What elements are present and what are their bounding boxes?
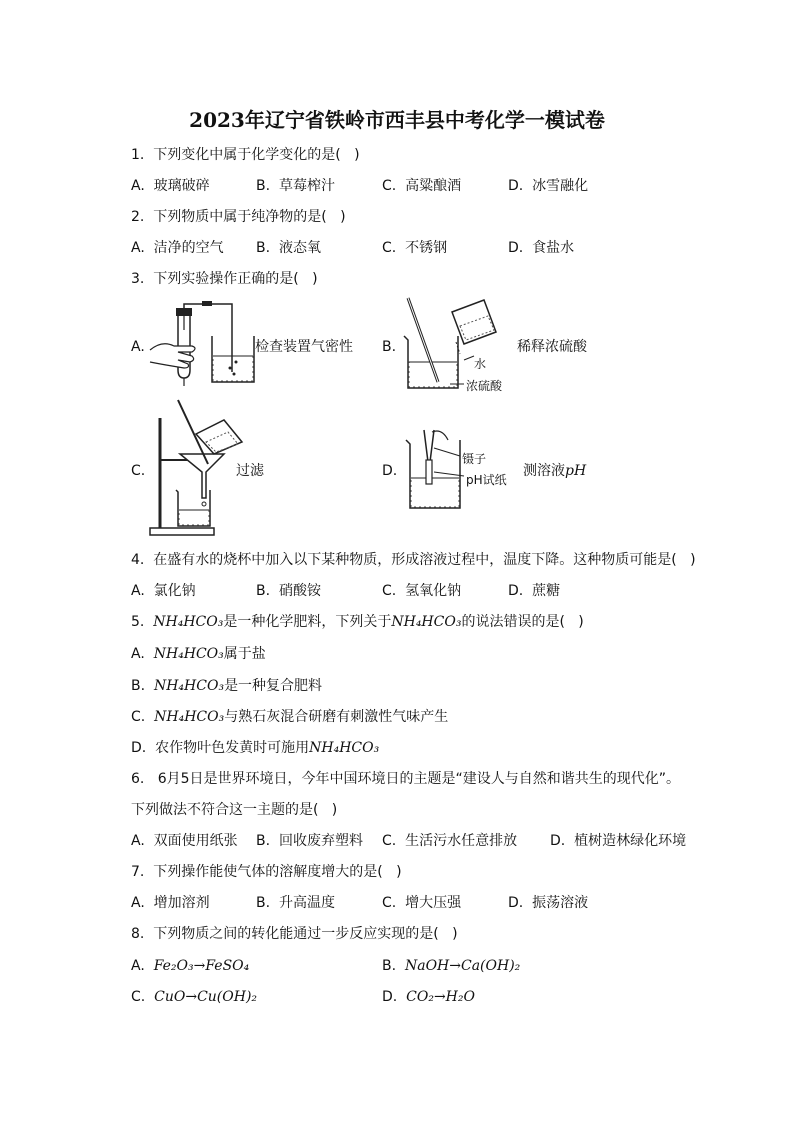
q3-option-b-caption: 稀释浓硫酸 (517, 339, 587, 355)
question-7-stem: 7. 下列操作能使气体的溶解度增大的是( ) (131, 864, 402, 880)
q1-option-b: B. 草莓榨汁 (256, 178, 335, 194)
q1-option-c: C. 高粱酿酒 (382, 178, 462, 194)
exam-title: 2023年辽宁省铁岭市西丰县中考化学一模试卷 (189, 108, 605, 132)
q2-option-d: D. 食盐水 (508, 240, 575, 256)
tweezers-label: 镊子 (462, 452, 487, 466)
q3-option-d-letter: D. (382, 463, 398, 479)
q8-option-a: A. Fe₂O₃→FeSO₄ (131, 958, 250, 974)
q2-option-b: B. 液态氧 (256, 240, 321, 256)
q4-option-b: B. 硝酸铵 (256, 583, 321, 599)
q2-option-c: C. 不锈钢 (382, 240, 448, 256)
q4-option-a: A. 氯化钠 (131, 583, 196, 599)
ph-test-figure (402, 426, 466, 510)
q3-option-a-letter: A. (131, 339, 145, 355)
question-6-stem-line-2: 下列做法不符合这一主题的是( ) (131, 802, 338, 818)
question-4-stem: 4. 在盛有水的烧杯中加入以下某种物质，形成溶液过程中，温度下降。这种物质可能是( ) (131, 552, 696, 568)
q6-option-b: B. 回收废弃塑料 (256, 833, 363, 849)
q3-option-c-letter: C. (131, 463, 146, 479)
q7-option-d: D. 振荡溶液 (508, 895, 589, 911)
q3-option-c-caption: 过滤 (236, 463, 264, 479)
question-2-stem: 2. 下列物质中属于纯净物的是( ) (131, 209, 346, 225)
q7-option-a: A. 增加溶剂 (131, 895, 210, 911)
q3-option-d-caption: 测溶液pH (523, 463, 587, 479)
concentrated-acid-label: 浓硫酸 (466, 379, 503, 393)
question-1-stem: 1. 下列变化中属于化学变化的是( ) (131, 147, 360, 163)
q5-option-a: A. NH₄HCO₃属于盐 (131, 646, 266, 662)
q5-option-b: B. NH₄HCO₃是一种复合肥料 (131, 678, 323, 694)
filtration-figure (148, 398, 248, 540)
q4-option-d: D. 蔗糖 (508, 583, 561, 599)
q7-option-b: B. 升高温度 (256, 895, 335, 911)
airtightness-check-figure (148, 300, 263, 388)
question-3-stem: 3. 下列实验操作正确的是( ) (131, 271, 318, 287)
q5-option-c: C. NH₄HCO₃与熟石灰混合研磨有刺激性气味产生 (131, 709, 449, 725)
q3-option-a-caption: 检查装置气密性 (255, 339, 353, 355)
question-8-stem: 8. 下列物质之间的转化能通过一步反应实现的是( ) (131, 926, 458, 942)
q6-option-c: C. 生活污水任意排放 (382, 833, 518, 849)
water-label: 水 (474, 357, 487, 371)
ph-paper-label: pH试纸 (466, 473, 507, 487)
q5-option-d: D. 农作物叶色发黄时可施用NH₄HCO₃ (131, 740, 380, 756)
q7-option-c: C. 增大压强 (382, 895, 462, 911)
q3-option-b-letter: B. (382, 339, 397, 355)
question-6-stem-line-1: 6. 6月5日是世界环境日，今年中国环境日的主题是“建设人与自然和谐共生的现代化”。 (131, 771, 681, 787)
q2-option-a: A. 洁净的空气 (131, 240, 224, 256)
q8-option-c: C. CuO→Cu(OH)₂ (131, 989, 258, 1005)
q6-option-a: A. 双面使用纸张 (131, 833, 238, 849)
question-5-stem: 5. NH₄HCO₃是一种化学肥料，下列关于NH₄HCO₃的说法错误的是( ) (131, 614, 584, 630)
q4-option-c: C. 氢氧化钠 (382, 583, 462, 599)
q1-option-a: A. 玻璃破碎 (131, 178, 210, 194)
q8-option-b: B. NaOH→Ca(OH)₂ (382, 958, 521, 974)
q6-option-d: D. 植树造林绿化环境 (550, 833, 687, 849)
q8-option-d: D. CO₂→H₂O (382, 989, 475, 1005)
q1-option-d: D. 冰雪融化 (508, 178, 589, 194)
